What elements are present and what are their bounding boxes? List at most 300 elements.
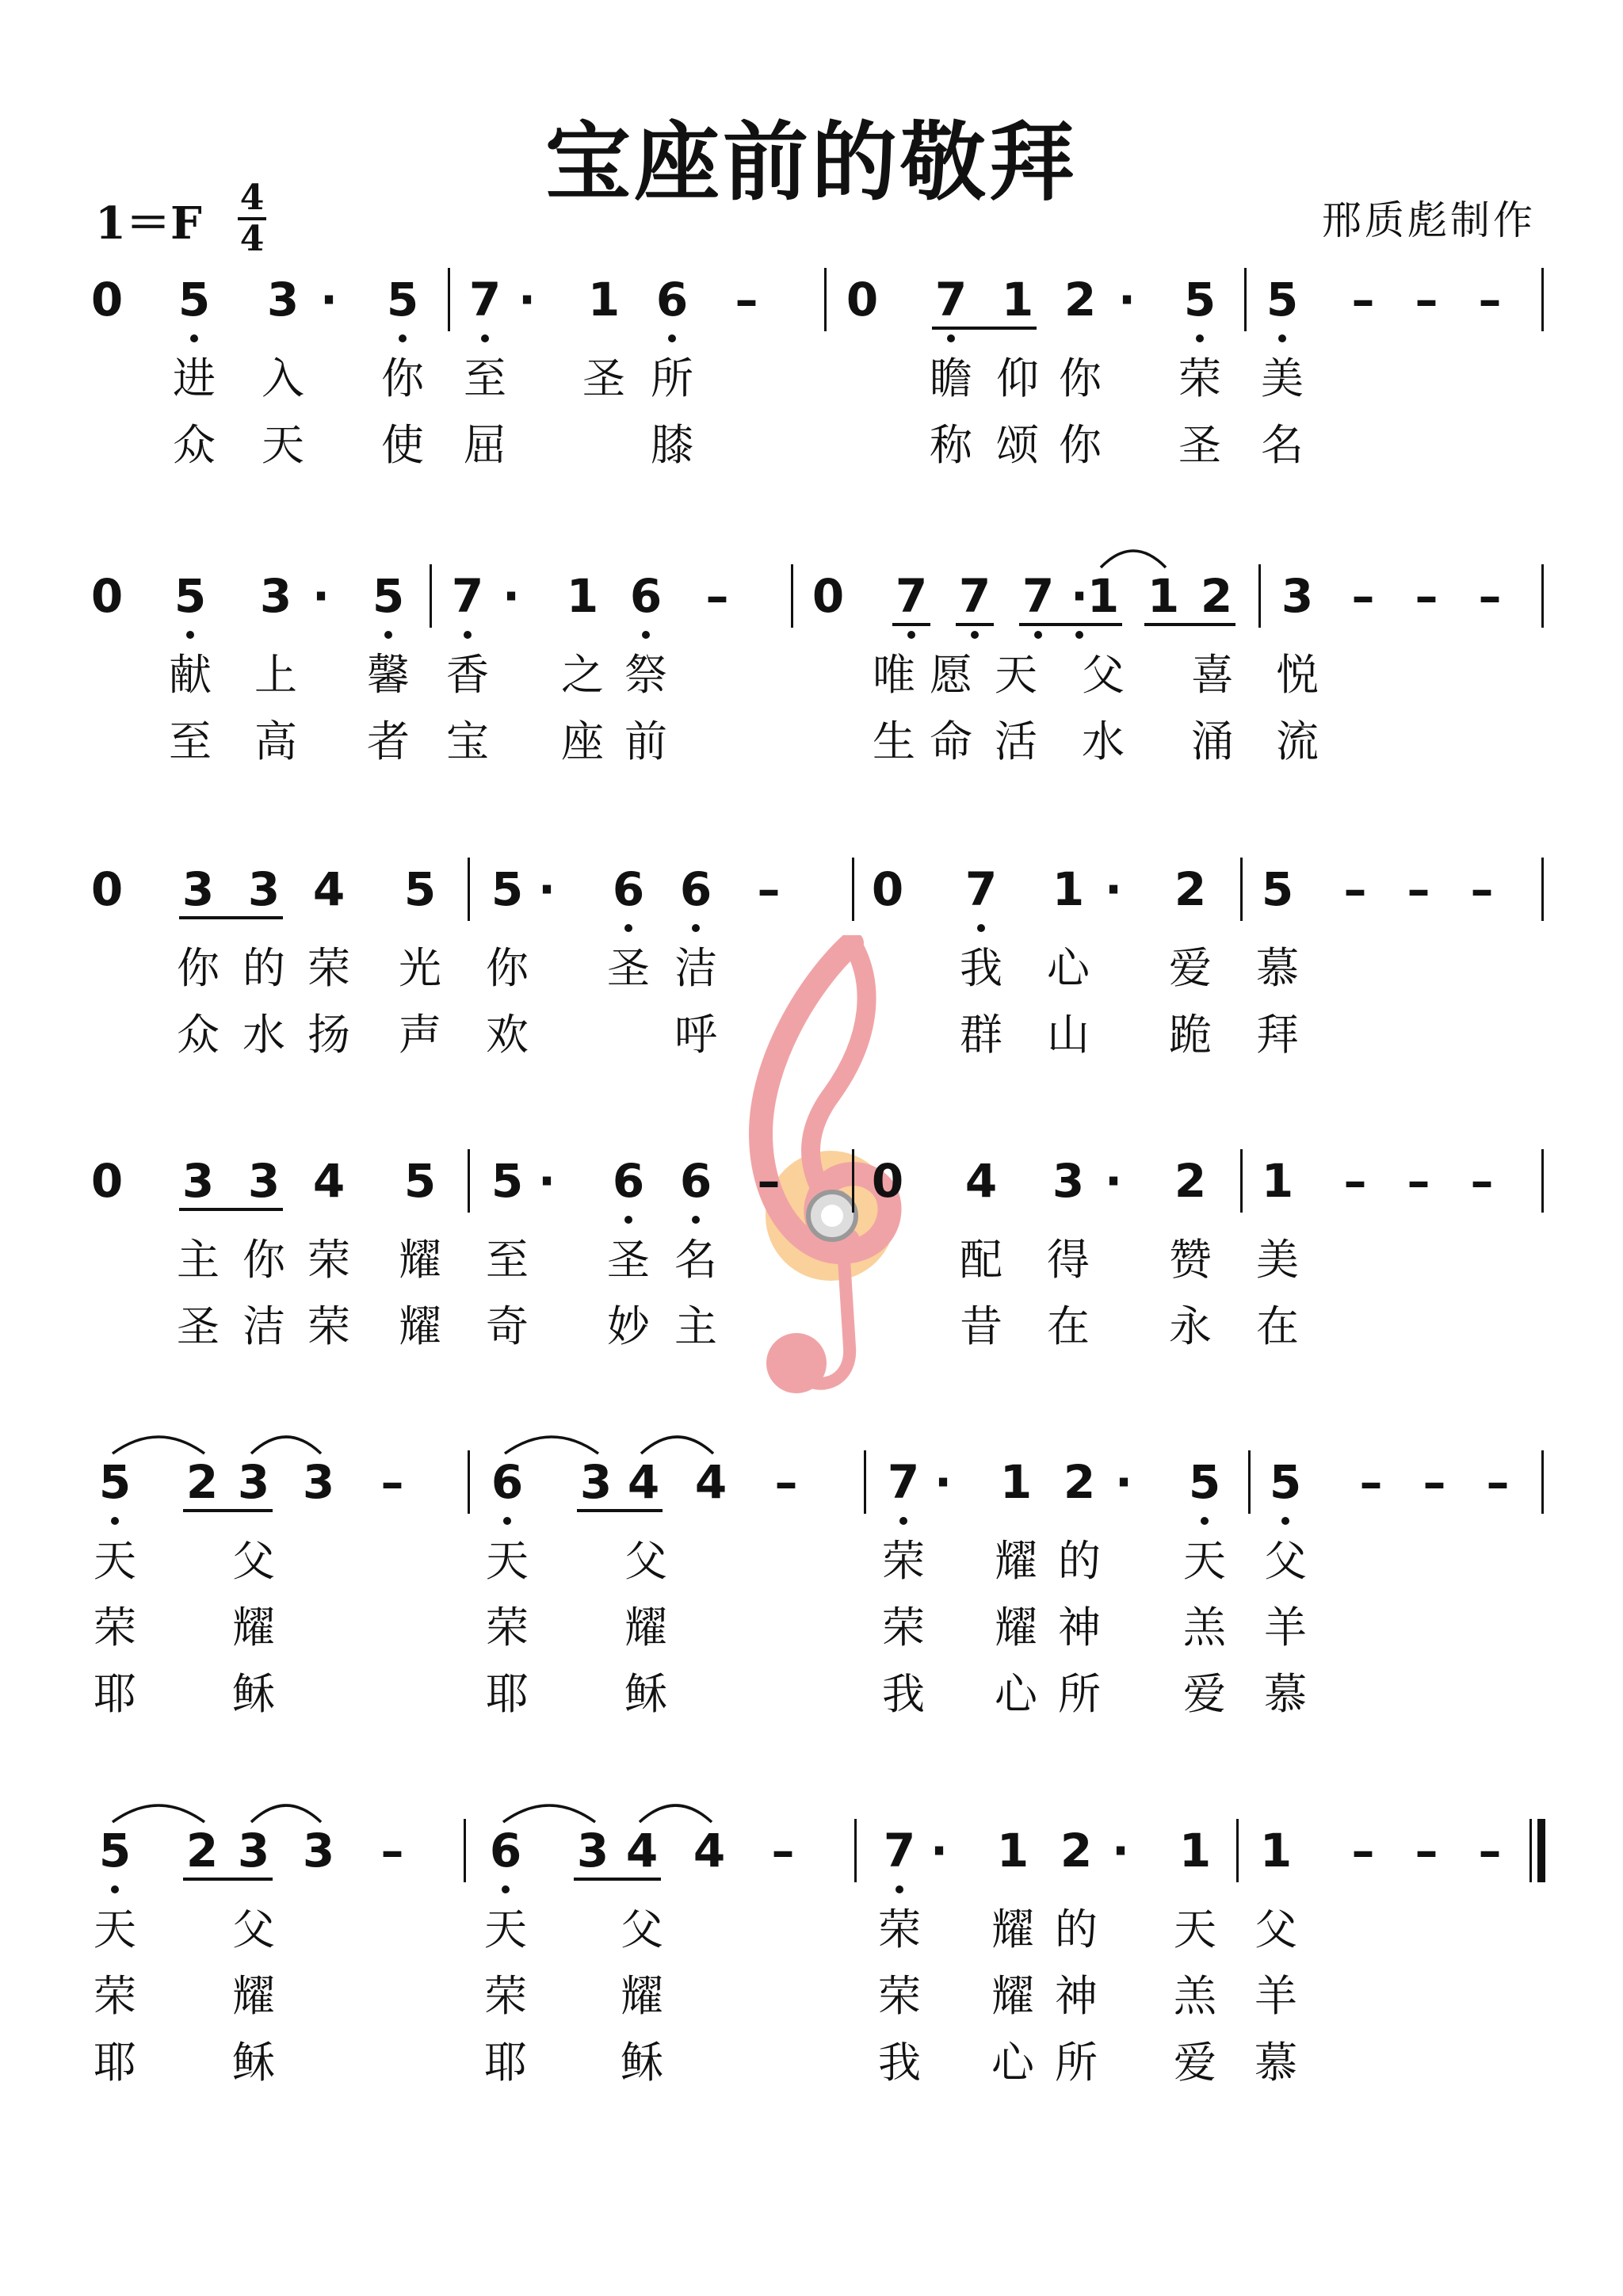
lyric-char: 香 bbox=[446, 650, 489, 700]
lyric-char: 天 bbox=[94, 1536, 136, 1586]
sustain-dash: – bbox=[1486, 1455, 1510, 1509]
sustain-dash: – bbox=[1407, 862, 1430, 916]
lyric-char: 心 bbox=[995, 1669, 1037, 1719]
note: 5 bbox=[1188, 1455, 1221, 1509]
eighth-underline bbox=[932, 327, 1037, 330]
lyric-char: 天 bbox=[486, 1536, 529, 1586]
lyric-char: 羊 bbox=[1264, 1603, 1307, 1652]
barline bbox=[1258, 564, 1261, 628]
lyric-char: 至 bbox=[486, 1235, 529, 1285]
note: 1 bbox=[996, 1824, 1029, 1878]
note: 6 bbox=[491, 1455, 524, 1509]
note: 0 bbox=[871, 1154, 904, 1208]
lyric-char: 前 bbox=[624, 716, 667, 766]
note: 3 bbox=[181, 862, 215, 916]
barline bbox=[1541, 858, 1544, 921]
lyric-char: 洁 bbox=[674, 943, 717, 993]
lyric-char: 羔 bbox=[1183, 1603, 1226, 1652]
eighth-underline bbox=[1144, 623, 1235, 626]
note: 7 bbox=[468, 273, 502, 327]
note: 0 bbox=[812, 569, 845, 623]
low-octave-dot bbox=[947, 334, 955, 342]
note: 5 bbox=[98, 1455, 132, 1509]
note: 2 bbox=[1174, 1154, 1207, 1208]
lyric-char: 者 bbox=[367, 716, 410, 766]
barline bbox=[1541, 1450, 1544, 1514]
lyric-char: 我 bbox=[960, 943, 1002, 993]
low-octave-dot bbox=[503, 1517, 511, 1525]
note: 5 bbox=[174, 569, 207, 623]
lyric-char: 所 bbox=[1055, 2038, 1098, 2088]
note: 0 bbox=[871, 862, 904, 916]
dotted-note-dot: · bbox=[1114, 1455, 1133, 1509]
note: 1 bbox=[1052, 862, 1085, 916]
note: 1 bbox=[1261, 1154, 1294, 1208]
note: 0 bbox=[90, 569, 124, 623]
dotted-note-dot: · bbox=[537, 1154, 556, 1208]
lyric-char: 荣 bbox=[484, 1971, 527, 2021]
sustain-dash: – bbox=[1470, 862, 1494, 916]
lyric-char: 洁 bbox=[242, 1301, 285, 1351]
lyric-char: 至 bbox=[464, 353, 506, 403]
sustain-dash: – bbox=[1343, 862, 1367, 916]
lyric-char: 你 bbox=[1059, 420, 1102, 470]
lyric-char: 爱 bbox=[1169, 943, 1212, 993]
final-barline bbox=[1537, 1819, 1545, 1882]
lyric-char: 在 bbox=[1047, 1301, 1090, 1351]
note: 6 bbox=[629, 569, 663, 623]
tie-arc bbox=[639, 1427, 716, 1458]
note: 6 bbox=[489, 1824, 522, 1878]
note: 7 bbox=[1022, 569, 1055, 623]
sustain-dash: – bbox=[1415, 569, 1438, 623]
lyric-char: 耀 bbox=[991, 1971, 1034, 2021]
eighth-underline bbox=[179, 916, 283, 919]
lyric-char: 荣 bbox=[486, 1603, 529, 1652]
note: 5 bbox=[98, 1824, 132, 1878]
lyric-char: 得 bbox=[1047, 1235, 1090, 1285]
lyric-char: 父 bbox=[624, 1536, 667, 1586]
note: 4 bbox=[627, 1455, 660, 1509]
tie-arc bbox=[1098, 541, 1168, 572]
tie-arc bbox=[110, 1427, 207, 1458]
low-octave-dot bbox=[642, 631, 650, 639]
lyric-char: 主 bbox=[177, 1235, 220, 1285]
sustain-dash: – bbox=[1415, 1824, 1438, 1878]
lyric-char: 入 bbox=[262, 353, 304, 403]
lyric-char: 至 bbox=[169, 716, 212, 766]
low-octave-dot bbox=[384, 631, 392, 639]
note: 0 bbox=[846, 273, 879, 327]
lyric-char: 爱 bbox=[1183, 1669, 1226, 1719]
note: 3 bbox=[576, 1824, 609, 1878]
note: 2 bbox=[1200, 569, 1233, 623]
lyric-char: 天 bbox=[1174, 1904, 1216, 1954]
lyric-char: 耶 bbox=[94, 1669, 136, 1719]
lyric-char: 我 bbox=[878, 2038, 921, 2088]
note: 3 bbox=[237, 1824, 270, 1878]
note: 3 bbox=[247, 1154, 281, 1208]
lyric-char: 荣 bbox=[878, 1971, 921, 2021]
lyric-char: 你 bbox=[486, 943, 529, 993]
dotted-note-dot: · bbox=[934, 1455, 953, 1509]
lyric-char: 天 bbox=[1183, 1536, 1226, 1586]
lyric-char: 心 bbox=[1047, 943, 1090, 993]
lyric-char: 稣 bbox=[621, 2038, 663, 2088]
low-octave-dot bbox=[1196, 334, 1204, 342]
lyric-char: 慕 bbox=[1264, 1669, 1307, 1719]
barline bbox=[430, 564, 432, 628]
low-octave-dot bbox=[1278, 334, 1286, 342]
barline bbox=[468, 858, 470, 921]
dotted-note-dot: · bbox=[1104, 862, 1123, 916]
low-octave-dot bbox=[111, 1885, 119, 1893]
lyric-char: 荣 bbox=[882, 1536, 925, 1586]
sustain-dash: – bbox=[1359, 1455, 1383, 1509]
note: 5 bbox=[386, 273, 419, 327]
lyric-char: 父 bbox=[1264, 1536, 1307, 1586]
dotted-note-dot: · bbox=[1104, 1154, 1123, 1208]
tie-arc bbox=[502, 1427, 601, 1458]
low-octave-dot bbox=[1075, 631, 1083, 639]
note: 5 bbox=[1269, 1455, 1302, 1509]
note: 7 bbox=[934, 273, 968, 327]
time-signature bbox=[236, 178, 268, 259]
low-octave-dot bbox=[624, 924, 632, 932]
note: 3 bbox=[247, 862, 281, 916]
note: 2 bbox=[1064, 273, 1097, 327]
eighth-underline bbox=[892, 623, 930, 626]
dotted-note-dot: · bbox=[319, 273, 338, 327]
note: 2 bbox=[185, 1824, 219, 1878]
note: 1 bbox=[566, 569, 599, 623]
lyric-char: 圣 bbox=[177, 1301, 220, 1351]
lyric-char: 天 bbox=[484, 1904, 527, 1954]
lyric-char: 在 bbox=[1256, 1301, 1299, 1351]
note: 6 bbox=[612, 1154, 645, 1208]
note: 4 bbox=[693, 1824, 726, 1878]
barline bbox=[1236, 1819, 1239, 1882]
lyric-char: 所 bbox=[1058, 1669, 1101, 1719]
sustain-dash: – bbox=[380, 1455, 404, 1509]
note: 1 bbox=[1086, 569, 1120, 623]
lyric-char: 耶 bbox=[486, 1669, 529, 1719]
note: 7 bbox=[883, 1824, 916, 1878]
low-octave-dot bbox=[464, 631, 472, 639]
low-octave-dot bbox=[896, 1885, 903, 1893]
lyric-char: 你 bbox=[381, 353, 424, 403]
sustain-dash: – bbox=[1478, 569, 1502, 623]
lyric-char: 使 bbox=[381, 420, 424, 470]
sustain-dash: – bbox=[380, 1824, 404, 1878]
lyric-char: 父 bbox=[1254, 1904, 1297, 1954]
song-title: 宝座前的敬拜 bbox=[544, 113, 1078, 212]
lyric-char: 耶 bbox=[94, 2038, 136, 2088]
dotted-note-dot: · bbox=[1117, 273, 1136, 327]
lyric-char: 圣 bbox=[607, 1235, 650, 1285]
lyric-char: 荣 bbox=[307, 1235, 350, 1285]
note: 2 bbox=[185, 1455, 219, 1509]
note: 6 bbox=[655, 273, 689, 327]
lyric-char: 神 bbox=[1058, 1603, 1101, 1652]
note: 5 bbox=[1261, 862, 1294, 916]
lyric-char: 天 bbox=[995, 650, 1037, 700]
note: 7 bbox=[958, 569, 991, 623]
lyric-char: 耀 bbox=[399, 1301, 441, 1351]
note: 5 bbox=[403, 1154, 437, 1208]
note: 1 bbox=[999, 1455, 1033, 1509]
barline bbox=[854, 1819, 857, 1882]
eighth-underline bbox=[179, 1208, 283, 1211]
eighth-underline bbox=[183, 1509, 273, 1512]
lyric-char: 扬 bbox=[307, 1010, 350, 1060]
note: 4 bbox=[312, 1154, 346, 1208]
low-octave-dot bbox=[190, 334, 198, 342]
barline bbox=[448, 268, 450, 331]
barline bbox=[824, 268, 827, 331]
low-octave-dot bbox=[1034, 631, 1042, 639]
lyric-char: 愿 bbox=[930, 650, 972, 700]
dotted-note-dot: · bbox=[930, 1824, 949, 1878]
tie-arc bbox=[110, 1795, 207, 1827]
lyric-char: 稣 bbox=[232, 1669, 275, 1719]
dotted-note-dot: · bbox=[517, 273, 537, 327]
note: 2 bbox=[1174, 862, 1207, 916]
low-octave-dot bbox=[899, 1517, 907, 1525]
lyric-char: 高 bbox=[254, 716, 297, 766]
dotted-note-dot: · bbox=[537, 862, 556, 916]
barline bbox=[468, 1450, 470, 1514]
barline bbox=[1541, 268, 1544, 331]
low-octave-dot bbox=[502, 1885, 510, 1893]
note: 3 bbox=[259, 569, 292, 623]
lyric-char: 慕 bbox=[1256, 943, 1299, 993]
lyric-char: 稣 bbox=[232, 2038, 275, 2088]
sustain-dash: – bbox=[1478, 1824, 1502, 1878]
barline bbox=[852, 858, 854, 921]
tie-arc bbox=[249, 1795, 323, 1827]
lyric-char: 耀 bbox=[624, 1603, 667, 1652]
lyric-char: 耀 bbox=[399, 1235, 441, 1285]
lyric-char: 父 bbox=[621, 1904, 663, 1954]
barline bbox=[468, 1149, 470, 1213]
lyric-char: 的 bbox=[1055, 1904, 1098, 1954]
lyric-char: 名 bbox=[1261, 420, 1304, 470]
lyric-char: 拜 bbox=[1256, 1010, 1299, 1060]
eighth-underline bbox=[1019, 623, 1122, 626]
lyric-char: 之 bbox=[561, 650, 604, 700]
lyric-char: 稣 bbox=[624, 1669, 667, 1719]
note: 4 bbox=[964, 1154, 998, 1208]
lyric-char: 永 bbox=[1169, 1301, 1212, 1351]
lyric-char: 主 bbox=[674, 1301, 717, 1351]
note: 3 bbox=[579, 1455, 613, 1509]
sustain-dash: – bbox=[1351, 273, 1375, 327]
note: 5 bbox=[178, 273, 211, 327]
barline bbox=[852, 1149, 854, 1213]
lyric-char: 昔 bbox=[960, 1301, 1002, 1351]
tie-arc bbox=[501, 1795, 598, 1827]
lyric-char: 圣 bbox=[582, 353, 625, 403]
note: 7 bbox=[964, 862, 998, 916]
lyric-char: 慕 bbox=[1254, 2038, 1297, 2088]
lyric-char: 众 bbox=[173, 420, 216, 470]
tie-arc bbox=[637, 1795, 714, 1827]
note: 5 bbox=[1183, 273, 1216, 327]
lyric-char: 父 bbox=[1082, 650, 1125, 700]
lyric-char: 祭 bbox=[624, 650, 667, 700]
sustain-dash: – bbox=[1407, 1154, 1430, 1208]
sustain-dash: – bbox=[735, 273, 758, 327]
note: 4 bbox=[694, 1455, 727, 1509]
sustain-dash: – bbox=[1351, 1824, 1375, 1878]
lyric-char: 上 bbox=[254, 650, 297, 700]
time-sig-top: 4 bbox=[239, 178, 265, 218]
note: 6 bbox=[679, 1154, 712, 1208]
barline bbox=[1541, 1149, 1544, 1213]
sustain-dash: – bbox=[771, 1824, 795, 1878]
low-octave-dot bbox=[1201, 1517, 1209, 1525]
lyric-char: 水 bbox=[242, 1010, 285, 1060]
time-sig-bottom: 4 bbox=[239, 219, 265, 259]
note: 5 bbox=[403, 862, 437, 916]
lyric-char: 你 bbox=[242, 1235, 285, 1285]
barline bbox=[464, 1819, 466, 1882]
lyric-char: 荣 bbox=[882, 1603, 925, 1652]
sustain-dash: – bbox=[1478, 273, 1502, 327]
note: 5 bbox=[491, 862, 524, 916]
lyric-char: 唯 bbox=[873, 650, 915, 700]
lyric-char: 荣 bbox=[94, 1971, 136, 2021]
lyric-char: 配 bbox=[960, 1235, 1002, 1285]
lyric-char: 欢 bbox=[486, 1010, 529, 1060]
lyric-char: 耀 bbox=[995, 1603, 1037, 1652]
lyric-char: 父 bbox=[232, 1904, 275, 1954]
barline bbox=[1240, 1149, 1243, 1213]
note: 3 bbox=[1052, 1154, 1085, 1208]
low-octave-dot bbox=[971, 631, 979, 639]
eighth-underline bbox=[956, 623, 994, 626]
sustain-dash: – bbox=[757, 862, 781, 916]
lyric-char: 荣 bbox=[1178, 353, 1221, 403]
note: 6 bbox=[612, 862, 645, 916]
note: 4 bbox=[625, 1824, 659, 1878]
dotted-note-dot: · bbox=[311, 569, 330, 623]
lyric-char: 天 bbox=[94, 1904, 136, 1954]
lyric-char: 荣 bbox=[307, 943, 350, 993]
lyric-char: 膝 bbox=[651, 420, 693, 470]
note: 1 bbox=[1001, 273, 1034, 327]
lyric-char: 神 bbox=[1055, 1971, 1098, 2021]
note: 3 bbox=[237, 1455, 270, 1509]
note: 7 bbox=[887, 1455, 920, 1509]
low-octave-dot bbox=[399, 334, 407, 342]
barline bbox=[791, 564, 793, 628]
lyric-char: 我 bbox=[882, 1669, 925, 1719]
note: 2 bbox=[1060, 1824, 1093, 1878]
lyric-char: 悦 bbox=[1276, 650, 1319, 700]
note: 5 bbox=[1266, 273, 1299, 327]
lyric-char: 屈 bbox=[464, 420, 506, 470]
lyric-char: 你 bbox=[1059, 353, 1102, 403]
lyric-char: 耀 bbox=[232, 1603, 275, 1652]
barline bbox=[1529, 1819, 1532, 1882]
note: 3 bbox=[181, 1154, 215, 1208]
note: 0 bbox=[90, 273, 124, 327]
eighth-underline bbox=[183, 1878, 273, 1881]
eighth-underline bbox=[577, 1509, 663, 1512]
low-octave-dot bbox=[111, 1517, 119, 1525]
lyric-char: 耀 bbox=[991, 1904, 1034, 1954]
lyric-char: 耀 bbox=[995, 1536, 1037, 1586]
sustain-dash: – bbox=[1351, 569, 1375, 623]
lyric-char: 赞 bbox=[1169, 1235, 1212, 1285]
dotted-note-dot: · bbox=[1070, 569, 1089, 623]
sustain-dash: – bbox=[1343, 1154, 1367, 1208]
note: 3 bbox=[302, 1824, 335, 1878]
dotted-note-dot: · bbox=[1111, 1824, 1130, 1878]
barline bbox=[1244, 268, 1247, 331]
note: 5 bbox=[491, 1154, 524, 1208]
sustain-dash: – bbox=[1470, 1154, 1494, 1208]
lyric-char: 耀 bbox=[232, 1971, 275, 2021]
barline bbox=[1240, 858, 1243, 921]
lyric-char: 宝 bbox=[446, 716, 489, 766]
note: 1 bbox=[1147, 569, 1180, 623]
tie-arc bbox=[249, 1427, 323, 1458]
lyric-char: 群 bbox=[960, 1010, 1002, 1060]
lyric-char: 瞻 bbox=[930, 353, 972, 403]
lyric-char: 进 bbox=[173, 353, 216, 403]
author-credit: 邢质彪制作 bbox=[1322, 197, 1536, 243]
lyric-char: 称 bbox=[930, 420, 972, 470]
lyric-char: 命 bbox=[930, 716, 972, 766]
lyric-char: 妙 bbox=[607, 1301, 650, 1351]
note: 7 bbox=[895, 569, 928, 623]
low-octave-dot bbox=[186, 631, 194, 639]
lyric-char: 荣 bbox=[878, 1904, 921, 1954]
lyric-char: 天 bbox=[262, 420, 304, 470]
barline bbox=[1248, 1450, 1251, 1514]
barline bbox=[864, 1450, 866, 1514]
sustain-dash: – bbox=[1415, 273, 1438, 327]
lyric-char: 的 bbox=[1058, 1536, 1101, 1586]
low-octave-dot bbox=[692, 924, 700, 932]
lyric-char: 羊 bbox=[1254, 1971, 1297, 2021]
lyric-char: 众 bbox=[177, 1010, 220, 1060]
dotted-note-dot: · bbox=[502, 569, 521, 623]
lyric-char: 的 bbox=[242, 943, 285, 993]
low-octave-dot bbox=[977, 924, 985, 932]
sustain-dash: – bbox=[1423, 1455, 1446, 1509]
sustain-dash: – bbox=[705, 569, 729, 623]
lyric-char: 奇 bbox=[486, 1301, 529, 1351]
note: 1 bbox=[1178, 1824, 1212, 1878]
lyric-char: 荣 bbox=[94, 1603, 136, 1652]
lyric-char: 献 bbox=[169, 650, 212, 700]
lyric-char: 圣 bbox=[1178, 420, 1221, 470]
note: 0 bbox=[90, 1154, 124, 1208]
lyric-char: 耶 bbox=[484, 2038, 527, 2088]
note: 1 bbox=[1259, 1824, 1293, 1878]
lyric-char: 山 bbox=[1047, 1010, 1090, 1060]
lyric-char: 声 bbox=[399, 1010, 441, 1060]
lyric-char: 颂 bbox=[996, 420, 1039, 470]
lyric-char: 所 bbox=[651, 353, 693, 403]
low-octave-dot bbox=[668, 334, 676, 342]
note: 3 bbox=[302, 1455, 335, 1509]
lyric-char: 美 bbox=[1261, 353, 1304, 403]
